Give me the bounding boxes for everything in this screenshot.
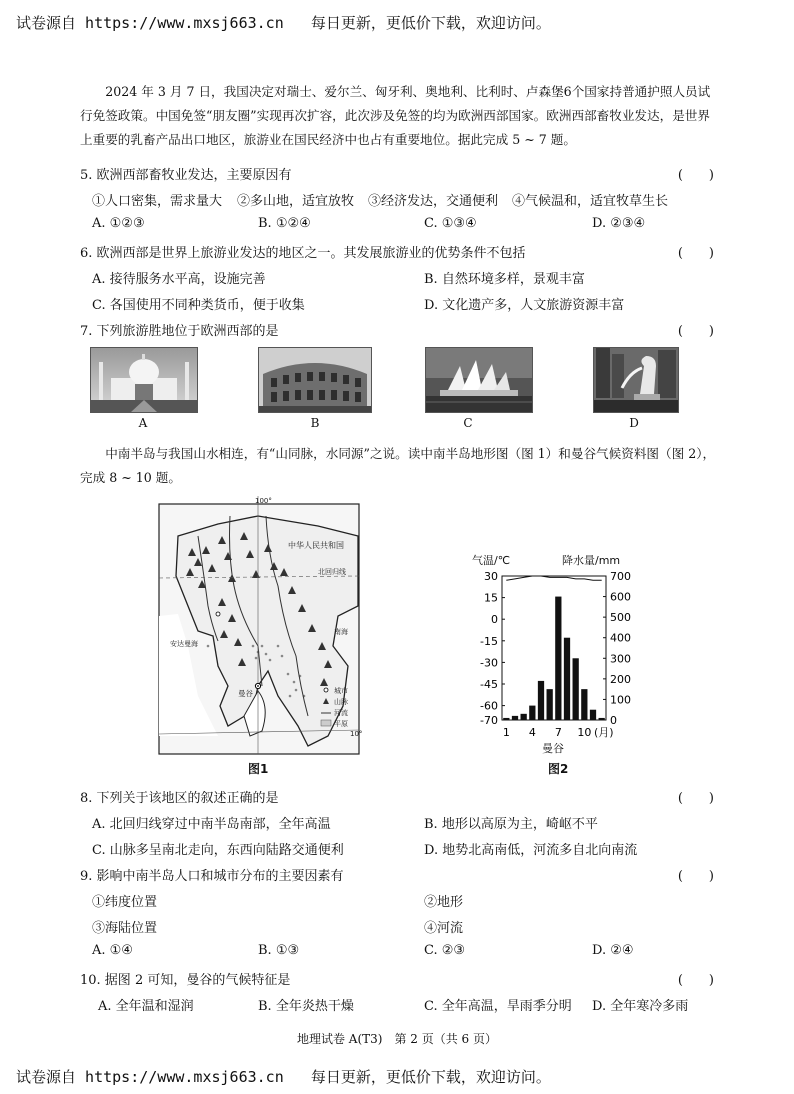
- q5-item-2: ②多山地，适宜放牧: [237, 194, 355, 209]
- q9-option-a[interactable]: A. ①④: [92, 943, 133, 958]
- q6-option-a[interactable]: A. 接待服务水平高，设施完善: [92, 272, 266, 287]
- month-tick-label: 10: [577, 726, 592, 739]
- chart-x-unit: (月): [594, 726, 614, 739]
- q5-option-b[interactable]: B. ①②④: [258, 216, 311, 231]
- q5-option-c[interactable]: C. ①③④: [424, 216, 477, 231]
- map-sea-left-label: 安达曼海: [170, 640, 198, 648]
- temp-tick-label: -60: [480, 699, 498, 713]
- q9-option-b[interactable]: B. ①③: [258, 943, 300, 958]
- banner-source-label: 试卷源自: [16, 14, 77, 32]
- q9-item-1: ①纬度位置: [92, 895, 158, 910]
- q10-option-b[interactable]: B. 全年炎热干燥: [258, 999, 354, 1014]
- photo-c-sydney-opera-house[interactable]: [425, 347, 533, 413]
- temp-tick-label: 0: [491, 613, 498, 627]
- photo-b-label: B: [310, 416, 320, 430]
- temp-tick-label: -30: [480, 656, 498, 670]
- q8-option-b[interactable]: B. 地形以高原为主，崎岖不平: [424, 817, 598, 832]
- map-meridian-label: 100°: [255, 497, 272, 505]
- q8-option-d[interactable]: D. 地势北高南低，河流多自北向南流: [424, 843, 638, 858]
- temp-tick-label: 15: [484, 591, 498, 605]
- question-8-answer-blank: ( ): [677, 791, 714, 806]
- question-5-stem: 5. 欧洲西部畜牧业发达，主要原因有: [80, 168, 292, 183]
- chart-x-label: 曼谷: [542, 742, 564, 755]
- question-8-stem: 8. 下列关于该地区的叙述正确的是: [80, 791, 279, 806]
- legend-mountain: 山脉: [334, 698, 348, 706]
- intro-paragraph-2: 中南半岛与我国山水相连，有“山同脉，水同源”之说。读中南半岛地形图（图 1）和曼谷气候资料图（图 2），完成 8 ~ 10 题。: [80, 446, 716, 485]
- q5-item-4: ④气候温和，适宜牧草生长: [512, 194, 669, 209]
- map-city-label: 曼谷: [238, 689, 253, 698]
- precip-tick-label: 400: [610, 631, 631, 645]
- precip-bar: [503, 718, 509, 720]
- precip-bar: [564, 638, 570, 720]
- chart-right-axis-label: 降水量/mm: [562, 554, 621, 567]
- q9-option-d[interactable]: D. ②④: [592, 943, 634, 958]
- header-banner: [16, 12, 551, 33]
- question-9-stem: 9. 影响中南半岛人口和城市分布的主要因素有: [80, 869, 344, 884]
- photo-c-label: C: [463, 416, 473, 430]
- map-country-label: 中华人民共和国: [288, 541, 344, 550]
- question-10-answer-blank: ( ): [677, 973, 714, 988]
- temp-tick-label: -70: [480, 714, 498, 727]
- legend-river: 河流: [334, 709, 348, 717]
- map-tropic-label: 北回归线: [318, 568, 346, 576]
- q10-option-a[interactable]: A. 全年温和湿润: [98, 999, 194, 1014]
- footer-url-link[interactable]: https://www.mxsj663.cn: [85, 1068, 284, 1086]
- q9-item-2: ②地形: [424, 895, 464, 910]
- temp-tick-label: -45: [480, 678, 498, 691]
- precip-bar: [590, 710, 596, 720]
- q5-option-d[interactable]: D. ②③④: [592, 216, 646, 231]
- question-9-answer-blank: ( ): [677, 869, 714, 884]
- q6-option-c[interactable]: C. 各国使用不同种类货币，便于收集: [92, 298, 305, 313]
- precip-tick-label: 700: [610, 570, 631, 583]
- footer-slogan: 每日更新，更低价下载，欢迎访问。: [310, 1068, 551, 1086]
- q8-option-c[interactable]: C. 山脉多呈南北走向，东西向陆路交通便利: [92, 843, 344, 858]
- temp-tick-label: -15: [480, 634, 498, 648]
- precip-tick-label: 200: [610, 672, 631, 686]
- precip-tick-label: 500: [610, 611, 631, 625]
- question-6-stem: 6. 欧洲西部是世界上旅游业发达的地区之一。其发展旅游业的优势条件不包括: [80, 246, 526, 261]
- figure-1-map: [158, 496, 370, 756]
- q9-option-c[interactable]: C. ②③: [424, 943, 466, 958]
- precip-tick-label: 300: [610, 652, 631, 666]
- question-6-answer-blank: ( ): [677, 246, 714, 261]
- precip-bar: [538, 681, 544, 720]
- q10-option-d[interactable]: D. 全年寒冷多雨: [592, 999, 689, 1014]
- precip-bar: [547, 689, 553, 720]
- precip-tick-label: 0: [610, 714, 617, 727]
- intro-paragraph-1: 2024 年 3 月 7 日，我国决定对瑞士、爱尔兰、匈牙利、奥地利、比利时、卢森堡6个国家持普通护照人员试行免签政策。中国免签“朋友圈”实现再次扩容，此次涉及免签的均为欧洲西部国家。欧洲西部畜牧业发达，是世界上重要的乳畜产品出口地区，旅游业在国民经济中也占有重要地位。据此完成 5 ~ 7 题。: [80, 84, 711, 147]
- month-tick-label: 4: [528, 726, 536, 739]
- photo-d-label: D: [629, 416, 639, 430]
- precip-tick-label: 100: [610, 693, 631, 707]
- legend-plain: 平原: [334, 720, 348, 728]
- q10-option-c[interactable]: C. 全年高温，旱雨季分明: [424, 999, 572, 1014]
- banner-slogan: 每日更新，更低价下载，欢迎访问。: [310, 14, 551, 32]
- photo-a-taj-mahal[interactable]: [90, 347, 198, 413]
- photo-b-colosseum[interactable]: [258, 347, 372, 413]
- figure-1-caption: 图1: [248, 762, 269, 776]
- map-sea-right-label: 南海: [334, 628, 348, 636]
- figure-2-climate-chart: [470, 548, 640, 758]
- figure-2-caption: 图2: [548, 762, 569, 776]
- footer-source-label: 试卷源自: [16, 1068, 77, 1086]
- temp-tick-label: 30: [484, 570, 498, 583]
- photo-a-label: A: [138, 416, 148, 430]
- precip-bar: [599, 718, 605, 720]
- footer-banner: [16, 1066, 551, 1087]
- precip-bar: [529, 706, 535, 720]
- question-10-stem: 10. 据图 2 可知，曼谷的气候特征是: [80, 973, 291, 988]
- q8-option-a[interactable]: A. 北回归线穿过中南半岛南部，全年高温: [92, 817, 331, 832]
- precip-bar: [581, 689, 587, 720]
- month-tick-label: 1: [502, 726, 510, 739]
- temperature-curve: [506, 576, 601, 580]
- q5-item-3: ③经济发达，交通便利: [368, 194, 499, 209]
- precip-bar: [573, 658, 579, 720]
- question-7-stem: 7. 下列旅游胜地位于欧洲西部的是: [80, 324, 279, 339]
- q9-item-4: ④河流: [424, 921, 464, 936]
- chart-left-axis-label: 气温/℃: [472, 554, 511, 567]
- page-footer: 地理试卷 A(T3) 第 2 页（共 6 页）: [296, 1032, 497, 1046]
- precip-tick-label: 600: [610, 590, 631, 604]
- q5-item-1: ①人口密集，需求量大: [92, 194, 223, 209]
- q6-option-b[interactable]: B. 自然环境多样，景观丰富: [424, 272, 585, 287]
- photo-d-merlion[interactable]: [593, 347, 679, 413]
- q9-item-3: ③海陆位置: [92, 921, 158, 936]
- precip-bar: [555, 597, 561, 720]
- question-5-answer-blank: ( ): [677, 168, 714, 183]
- map-lat-label: 10°: [350, 730, 363, 738]
- q5-option-a[interactable]: A. ①②③: [92, 216, 145, 231]
- precip-bar: [512, 716, 518, 720]
- precip-bar: [521, 714, 527, 720]
- question-7-answer-blank: ( ): [677, 324, 714, 339]
- banner-url-link[interactable]: https://www.mxsj663.cn: [85, 14, 284, 32]
- month-tick-label: 7: [554, 726, 562, 739]
- q6-option-d[interactable]: D. 文化遗产多，人文旅游资源丰富: [424, 298, 625, 313]
- legend-city: 城市: [334, 687, 348, 695]
